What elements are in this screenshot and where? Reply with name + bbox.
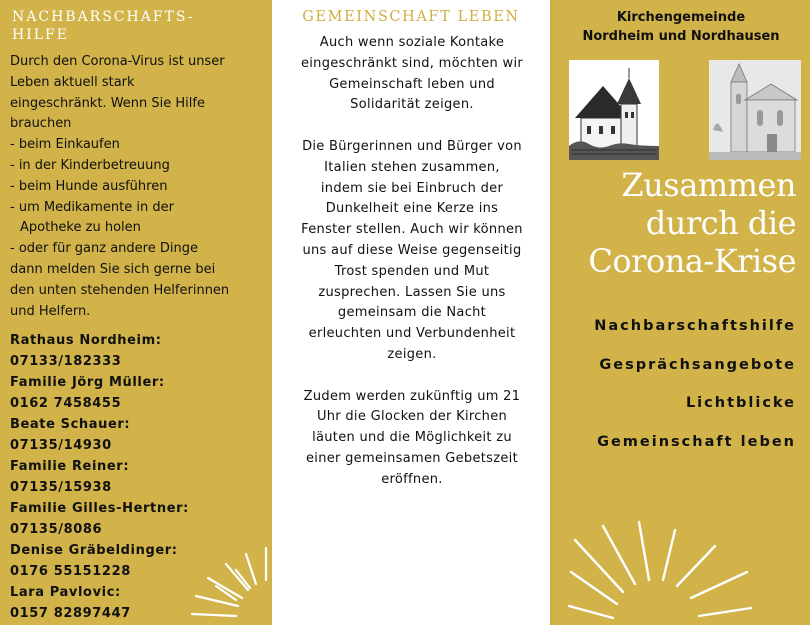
outro-line: dann melden Sie sich gerne bei <box>10 261 216 277</box>
text-line: Trost spenden und Mut <box>334 263 490 279</box>
contact-phone: 07135/15938 <box>10 480 112 495</box>
paragraph <box>278 33 546 116</box>
text-line: eingeschränkt sind, möchten wir <box>300 55 524 71</box>
text-line: Solidarität zeigen. <box>350 97 474 113</box>
title-line: HILFE <box>12 27 69 43</box>
contact-name: Beate Schauer: <box>10 417 131 432</box>
contact-name: Rathaus Nordheim: <box>10 333 162 348</box>
help-item: - in der Kinderbetreuung <box>10 157 170 173</box>
contact-name: Familie Reiner: <box>10 459 130 474</box>
topic-item: Gemeinschaft leben <box>597 433 796 450</box>
slogan-line: Zusammen <box>621 166 796 204</box>
text-line: läuten und die Möglichkeit zu <box>312 430 512 446</box>
paragraph <box>278 137 546 366</box>
contact-name: Denise Gräbeldinger: <box>10 543 178 558</box>
sunburst-rays-icon <box>565 520 755 625</box>
help-item: - beim Einkaufen <box>10 137 120 153</box>
outro-line: und Helfern. <box>10 303 91 319</box>
outro-line: den unten stehenden Helferinnen <box>10 282 230 298</box>
text-line: gemeinsam die Nacht <box>337 305 487 321</box>
contact-name: Familie Jörg Müller: <box>10 375 165 390</box>
church-tower-sketch-icon <box>709 60 801 160</box>
outro-line: - oder für ganz andere Dinge <box>10 241 198 257</box>
parish-line: Kirchengemeinde <box>616 10 746 25</box>
slogan <box>546 166 796 280</box>
sunburst-rays-icon <box>186 540 272 625</box>
text-line: Auch wenn soziale Kontake <box>319 35 505 50</box>
text-line: einer gemeinsamen Gebetszeit <box>306 450 518 466</box>
neighborhood-help-title <box>12 8 262 44</box>
text-line: Italien stehen zusammen, <box>324 159 500 175</box>
topic-item: Nachbarschaftshilfe <box>594 318 796 334</box>
contact-phone: 0157 82897447 <box>10 606 131 621</box>
text-line: indem sie bei Einbruch der <box>320 180 504 196</box>
topic-list <box>546 318 796 472</box>
intro-line: Leben aktuell stark <box>10 74 135 90</box>
intro-line: brauchen <box>10 116 72 132</box>
paragraph <box>278 387 546 491</box>
text-line: zeigen. <box>387 346 437 362</box>
contact-phone: 07133/182333 <box>10 354 122 369</box>
parish-name <box>551 8 810 46</box>
help-item-continued: Apotheke zu holen <box>20 220 141 236</box>
title-line: NACHBARSCHAFTS- <box>12 9 195 25</box>
help-item: - beim Hunde ausführen <box>10 178 168 194</box>
help-text <box>10 52 272 322</box>
text-line: zusprechen. Lassen Sie uns <box>318 284 506 300</box>
text-line: erleuchten und Verbundenheit <box>308 326 516 342</box>
topic-item: Gesprächsangebote <box>599 356 796 373</box>
text-line: uns auf diese Weise gegenseitig <box>302 242 522 258</box>
text-line: Die Bürgerinnen und Bürger von <box>302 138 522 154</box>
contact-name: Lara Pavlovic: <box>10 585 121 600</box>
intro-line: Durch den Corona-Virus ist unser <box>10 54 225 69</box>
contact-phone: 07135/8086 <box>10 522 103 537</box>
contact-name: Familie Gilles-Hertner: <box>10 501 189 516</box>
text-line: Uhr die Glocken der Kirchen <box>316 409 508 425</box>
middle-panel <box>272 0 550 625</box>
contact-phone: 0162 7458455 <box>10 396 122 411</box>
slogan-line: durch die <box>645 204 796 242</box>
right-panel <box>550 0 810 625</box>
text-line: Dunkelheit eine Kerze ins <box>325 201 499 217</box>
parish-line: Nordheim und Nordhausen <box>582 29 780 44</box>
contact-phone: 07135/14930 <box>10 438 112 453</box>
text-line: Zudem werden zukünftig um 21 <box>303 388 521 404</box>
community-text <box>278 33 546 511</box>
slogan-line: Corona-Krise <box>588 242 796 280</box>
community-title: GEMEINSCHAFT LEBEN <box>302 9 520 25</box>
church-sketch-icon <box>569 60 659 160</box>
text-line: Fenster stellen. Auch wir können <box>301 222 523 238</box>
left-panel <box>0 0 272 625</box>
intro-line: eingeschränkt. Wenn Sie Hilfe <box>10 95 205 111</box>
text-line: eröffnen. <box>381 471 443 487</box>
topic-item: Lichtblicke <box>685 395 796 411</box>
contact-phone: 0176 55151228 <box>10 564 131 579</box>
text-line: Gemeinschaft leben und <box>329 76 495 92</box>
help-item: - um Medikamente in der <box>10 199 174 215</box>
